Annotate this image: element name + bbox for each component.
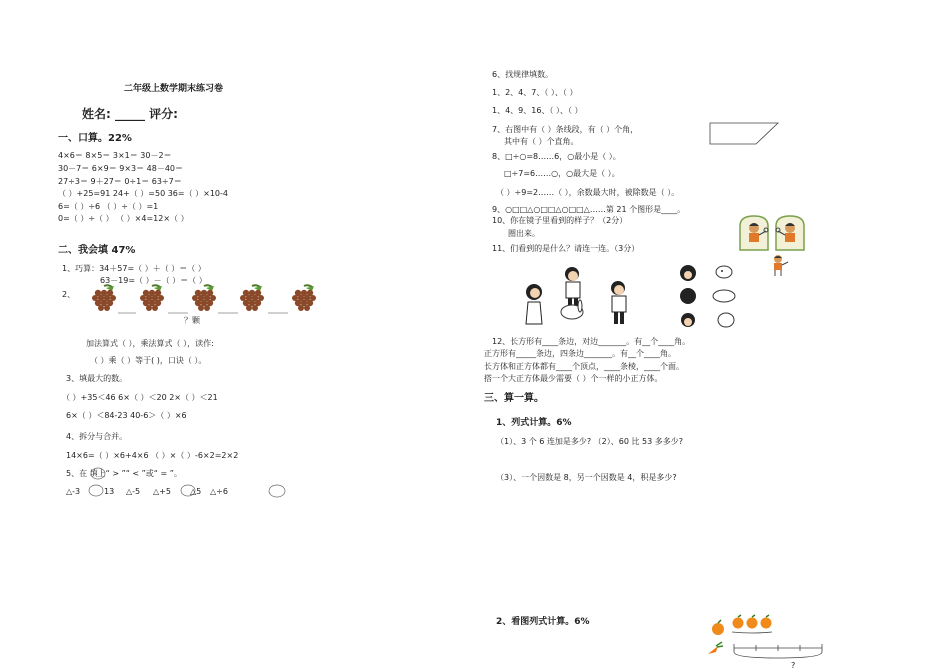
section-3-heading: 三、算一算。 xyxy=(484,393,544,404)
oral-row-1: 4×6＝ 8×5＝ 3×1＝ 30－2＝ xyxy=(58,151,172,160)
q5-item: △5 xyxy=(190,487,202,496)
q3-line-b: 6×（ ）＜84-23 40-6＞（ ）×6 xyxy=(66,411,187,420)
q6-line-a: 1、2、4、7、（ ）、（ ） xyxy=(492,88,578,97)
s3-part-1-line-b: （3）、一个因数是 8，另一个因数是 4，积是多少? xyxy=(496,473,677,482)
q4-line-a: 14×6=（ ）×6+4×6 （ ）×（ ）-6×2=2×2 xyxy=(66,451,239,460)
grape-icon xyxy=(240,285,264,311)
q3-line-a: （ ）+35＜46 6×（ ）＜20 2×（ ）＜21 xyxy=(62,393,218,402)
view-head-icon xyxy=(680,288,696,304)
view-head-icon xyxy=(681,313,695,327)
compare-circle-icon xyxy=(90,467,106,480)
view-rabbit-icon xyxy=(713,290,735,302)
oral-row-2: 30－7＝ 6×9＝ 9×3＝ 48－40＝ xyxy=(58,164,184,173)
q5-item: △-3 xyxy=(66,487,81,496)
oral-row-4: （ ）+25=91 24+（ ）=50 36=（ ）×10-4 xyxy=(58,189,228,198)
q6-label: 6、找规律填数。 xyxy=(492,70,554,79)
oral-row-3: 27÷3＝ 9＋27＝ 0÷1＝ 63÷7＝ xyxy=(58,177,182,186)
section-1-heading: 一、口算。22% xyxy=(58,133,132,144)
mirror-figures xyxy=(738,214,814,278)
girl-observer-icon xyxy=(526,284,542,324)
q12-line-d: 搭一个大正方体最少需要（ ）个一样的小正方体。 xyxy=(484,374,663,383)
q8-line-b: □÷7=6……○，○最大是（ ）。 xyxy=(504,169,620,178)
views-figure xyxy=(676,264,742,330)
q12-line-b: 正方形有_____条边，四条边_______。有__个____角。 xyxy=(484,349,676,358)
q12-line-c: 长方体和正方体都有____个顶点，____条棱，____个面。 xyxy=(484,362,684,371)
q1-line-a: 1、巧算：34＋57=（ ）＋（ ）＝（ ） xyxy=(62,264,206,273)
grapes-figure xyxy=(88,284,328,316)
q4-label: 4、拆分与合并。 xyxy=(66,432,128,441)
q5-item: △-5 xyxy=(126,487,141,496)
q1-line-b: 63－19=（ ）－（ ）＝（ ） xyxy=(100,276,207,285)
q3-label: 3、填最大的数。 xyxy=(66,374,128,383)
view-rabbit-icon xyxy=(716,266,732,278)
q8-line-a: 8、□÷○=8……6，○最小是（ ）。 xyxy=(492,152,621,161)
q8-line-c: （ ）÷9=2……（ ），余数最大时，被除数是（ ）。 xyxy=(496,188,680,197)
orange-icon xyxy=(712,620,724,635)
q2-line-2: （ ）乘（ ）等于( )，口诀（ ）。 xyxy=(90,356,207,365)
compare-circle-icon[interactable] xyxy=(268,484,286,498)
view-head-icon xyxy=(680,265,696,281)
q11-line: 11、们看到的是什么？请连一连。（3分） xyxy=(492,244,640,253)
orange-icon xyxy=(761,615,772,629)
mirror-original-figure xyxy=(774,255,788,276)
q5-item: △+5 xyxy=(153,487,171,496)
grapes-caption: ？颗 xyxy=(184,316,200,325)
q5-label: 5、在 填上“ > ”“ < ”或“ = ”。 xyxy=(66,469,182,478)
boy-observer-icon xyxy=(611,281,626,324)
grape-icon xyxy=(92,285,116,311)
name-score-line: 姓名: _____ 评分: xyxy=(82,107,178,121)
orange-icon xyxy=(733,615,744,629)
s3-part-2-heading: 2、看图列式计算。6% xyxy=(496,617,590,627)
grape-icon xyxy=(292,285,316,311)
q6-line-b: 1、4、9、16、（ ）、（ ） xyxy=(492,106,583,115)
compare-circle-icon[interactable] xyxy=(88,484,104,497)
q7-line-b: 其中有（ ）个直角。 xyxy=(504,137,579,146)
q12-line-a: 12、长方形有____条边，对边_______。有__个____角。 xyxy=(492,337,691,346)
picture-calc-figure xyxy=(704,612,844,670)
q5-item: 13 xyxy=(104,487,115,496)
orange-icon xyxy=(747,615,758,629)
mirror-option-right xyxy=(776,216,804,250)
boy-observer-icon xyxy=(565,267,580,308)
s3-part-1-heading: 1、列式计算。6% xyxy=(496,418,572,428)
q10-line-b: 圈出来。 xyxy=(508,229,540,238)
carrot-icon xyxy=(708,642,723,654)
mirror-option-left xyxy=(740,216,768,250)
oral-row-6: 0=（ ）÷（ ） （ ）×4=12×（ ） xyxy=(58,214,189,223)
view-rabbit-icon xyxy=(718,313,734,327)
q2-line-1: 加法算式（ ），乘法算式（ ），读作: xyxy=(86,339,214,348)
s3-part-1-line-a: （1）、3 个 6 连加是多少? （2）、60 比 53 多多少? xyxy=(496,437,684,446)
section-2-heading: 二、我会填 47% xyxy=(58,245,136,256)
observers-figure xyxy=(522,264,638,330)
oral-row-5: 6=（ ）÷6 （ ）÷（ ）=1 xyxy=(58,202,159,211)
grape-icon xyxy=(192,285,216,311)
grape-icon xyxy=(140,285,164,311)
q9-line: 9、○□□△○□□△○□□△……第 21 个图形是____。 xyxy=(492,205,686,214)
q7-line-a: 7、右图中有（ ）条线段，有（ ）个角， xyxy=(492,125,639,134)
q10-line-a: 10、你在镜子里看到的样子？（2分） xyxy=(492,216,628,225)
trapezoid-figure xyxy=(708,120,780,146)
q2-label: 2、 xyxy=(62,290,76,299)
q5-item: △÷6 xyxy=(210,487,228,496)
page-title: 二年级上数学期末练习卷 xyxy=(124,84,224,94)
question-mark: ? xyxy=(791,661,796,670)
